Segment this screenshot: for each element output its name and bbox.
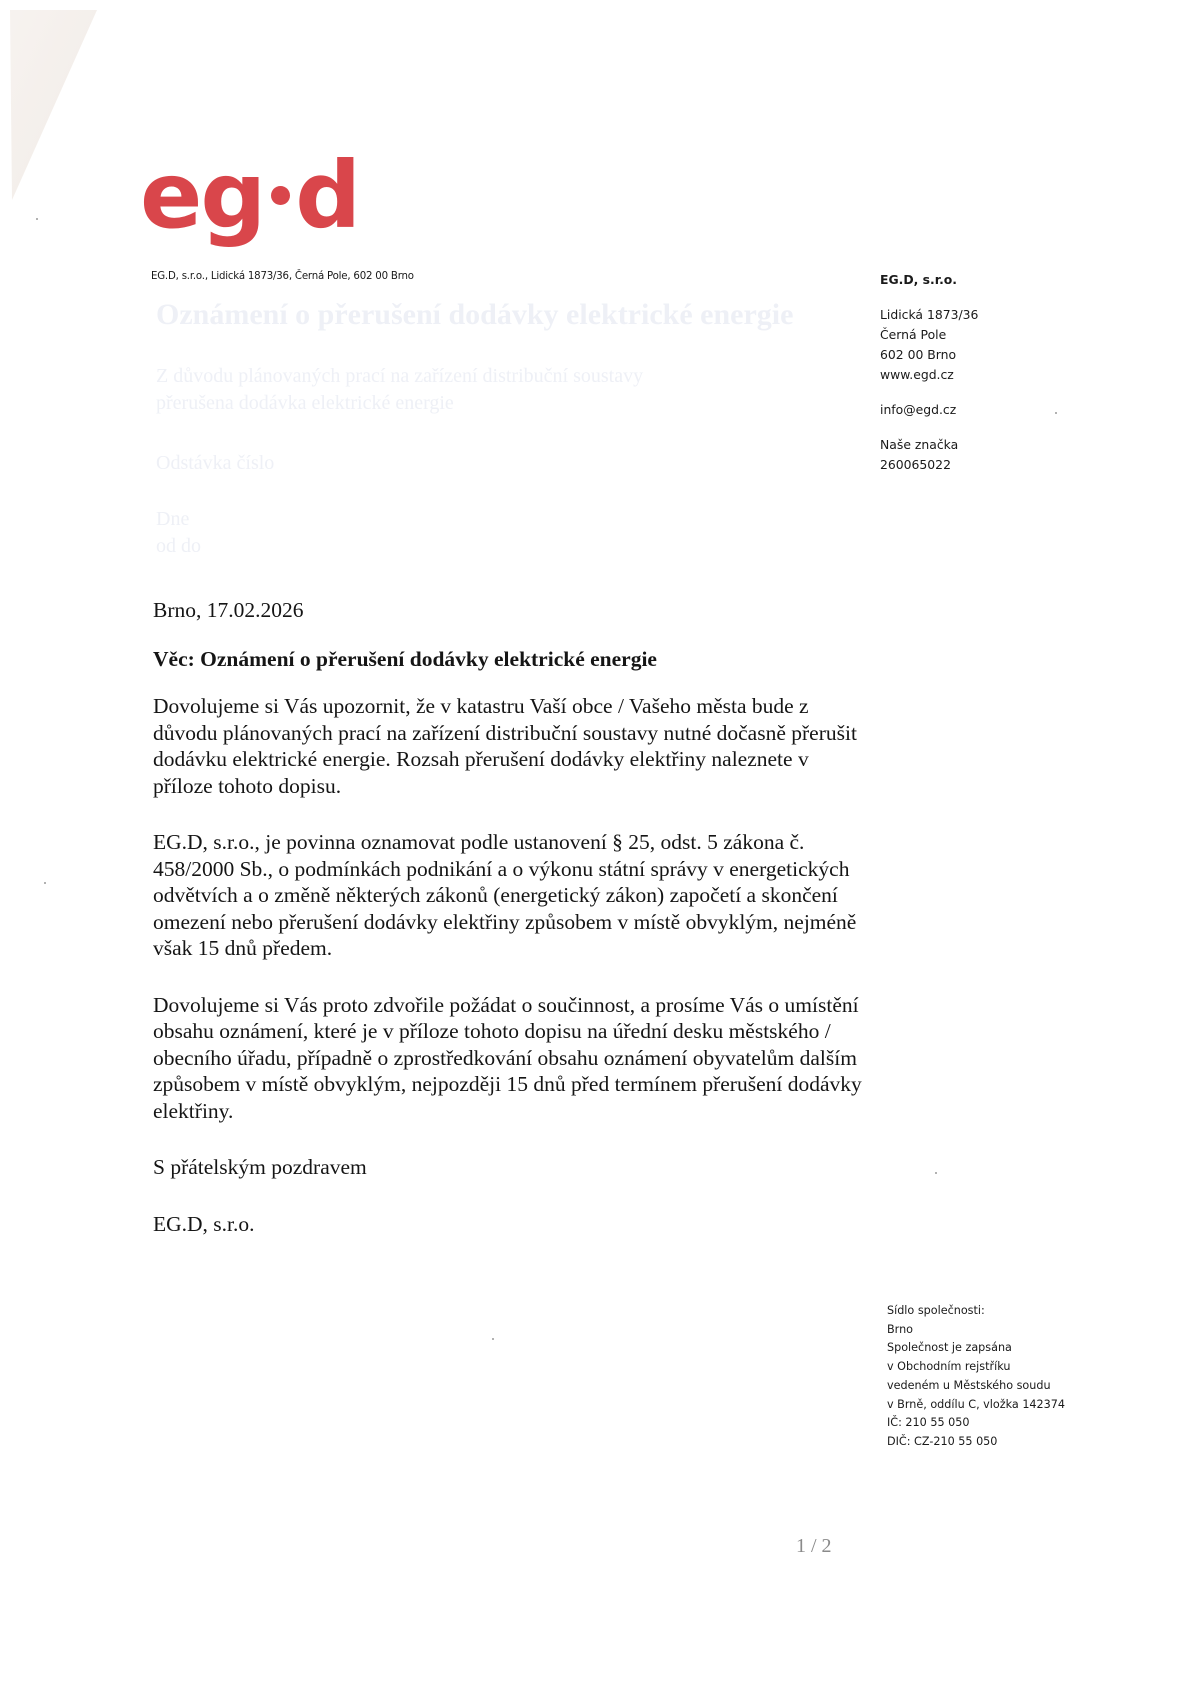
reference-value: 260065022 [880,457,951,472]
logo-dot-icon [271,186,290,205]
sender-block [880,270,978,475]
sender-web: www.egd.cz [880,367,954,382]
bleed-through-text: Z důvodu plánovaných prací na zařízení distribuční soustavy [156,365,644,387]
company-legal-info [887,1302,1065,1452]
legal-line: v Brně, oddílu C, vložka 142374 [887,1397,1066,1411]
paragraph-2: EG.D, s.r.o., je povinna oznamovat podle ustanovení § 25, odst. 5 zákona č. 458/2000 Sb., o podmínkách podnikání a o výkonu státní správy v energetických odvětvích a o změně některých zákonů (energetický zákon) započetí a skončení omezení nebo přerušení dodávky elektřiny způsobem v místě obvyklým, nejméně však 15 dnů předem. [153,830,857,960]
bleed-through-text: Dne [156,508,190,530]
scan-speck [492,1338,494,1340]
page-number: 1 / 2 [796,1535,832,1557]
reference-label: Naše značka [880,437,959,452]
signature: EG.D, s.r.o. [153,1211,255,1236]
sender-city: 602 00 Brno [880,347,957,362]
legal-line: v Obchodním rejstříku [887,1360,1011,1374]
subject-line: Věc: Oznámení o přerušení dodávky elektrické energie [153,646,657,671]
scan-speck [1055,412,1057,414]
folded-corner [0,0,100,210]
logo-text-d: d [295,142,360,249]
legal-line: Společnost je zapsána [887,1341,1012,1355]
sender-company: EG.D, s.r.o. [880,272,957,287]
legal-line: Sídlo společnosti: [887,1304,985,1317]
legal-line: IČ: 210 55 050 [887,1416,970,1430]
letter-body [153,597,873,1237]
sender-email: info@egd.cz [880,402,957,417]
paragraph-3: Dovolujeme si Vás proto zdvořile požádat o součinnost, a prosíme Vás o umístění obsahu oznámení, které je v příloze tohoto dopisu na úřední desku městského / obecního úřadu, případně o zprostředkování obsahu oznámení obyvatelům dalším způsobem v místě obvyklým, nejpozději 15 dnů před termínem přerušení dodávky elektřiny. [153,992,862,1123]
scan-speck [36,218,38,220]
scan-speck [935,1172,937,1174]
bleed-through-text: Odstávka číslo [156,452,275,474]
bleed-through-text: přerušena dodávka elektrické energie [156,392,454,414]
logo-text-eg: eg [140,142,265,249]
bleed-through-text: Oznámení o přerušení dodávky elektrické energie [156,298,794,331]
sender-street: Lidická 1873/36 [880,307,979,322]
bleed-through-text: od do [156,535,201,557]
return-address: EG.D, s.r.o., Lidická 1873/36, Černá Pole, 602 00 Brno [151,271,414,282]
legal-line: Brno [887,1322,914,1336]
legal-line: DIČ: CZ-210 55 050 [887,1434,998,1448]
legal-line: vedeném u Městského soudu [887,1378,1051,1392]
place-date: Brno, 17.02.2026 [153,598,304,622]
egd-logo [140,142,360,249]
paragraph-1: Dovolujeme si Vás upozornit, že v katastru Vaší obce / Vašeho města bude z důvodu plánovaných prací na zařízení distribuční soustavy nutné dočasně přerušit dodávku elektrické energie. Rozsah přerušení dodávky elektřiny naleznete v příloze tohoto dopisu. [153,694,857,798]
closing-greeting: S přátelským pozdravem [153,1155,367,1179]
scan-speck [44,882,46,884]
sender-district: Černá Pole [880,327,947,342]
